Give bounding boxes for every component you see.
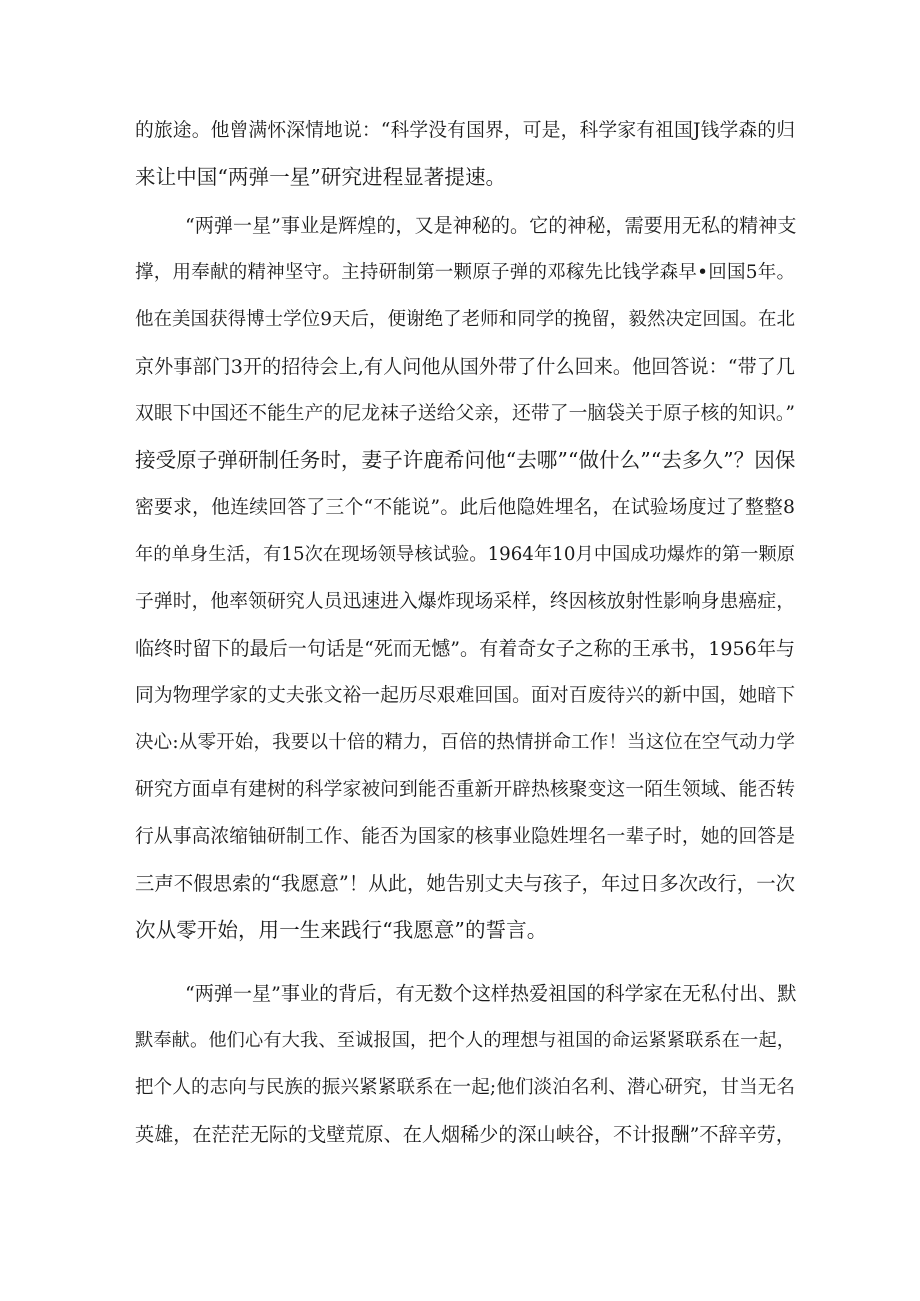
paragraph-line: 子弹时，他率领研究人员迅速进入爆炸现场采样，终因核放射性影响身患癌症， [135, 591, 795, 612]
paragraph-line: 研究方面卓有建树的科学家被问到能否重新开辟热核聚变这一陌生领域、能否转 [135, 779, 795, 800]
paragraph-line: 同为物理学家的丈夫张文裕一起历尽艰难回国。面对百废待兴的新中国，她暗下 [135, 685, 795, 706]
paragraph-line: 把个人的志向与民族的振兴紧紧联系在一起;他们淡泊名利、潜心研究，甘当无名 [135, 1077, 795, 1098]
paragraph-line: 次从零开始，用一生来践行“我愿意”的誓言。 [135, 918, 548, 942]
paragraph-line: 行从事高浓缩铀研制工作、能否为国家的核事业隐姓埋名一辈子时，她的回答是 [135, 826, 795, 847]
paragraph-line: “两弹一星”事业的背后，有无数个这样热爱祖国的科学家在无私付出、默 [185, 982, 797, 1005]
paragraph-2 [135, 202, 795, 954]
paragraph-line: 京外事部门3开的招待会上,有人问他从国外带了什么回来。他回答说：“带了几 [135, 355, 795, 378]
paragraph-3 [135, 970, 795, 1158]
paragraph-line: 英雄，在茫茫无际的戈壁荒原、在人烟稀少的深山峡谷，不计报酬”不辞辛劳， [135, 1123, 795, 1146]
paragraph-line: 接受原子弹研制任务时，妻子许鹿希问他“去哪”“做什么”“去多久”？因保 [135, 448, 796, 472]
paragraph-line: 双眼下中国还不能生产的尼龙袜子送给父亲，还带了一脑袋关于原子核的知识。” [135, 403, 795, 424]
paragraph-line: 决心:从零开始，我要以十倍的精力，百倍的热情拼命工作！当这位在空气动力学 [135, 732, 795, 753]
paragraph-line: 的旅途。他曾满怀深情地说：“科学没有国界，可是，科学家有祖国J钱学森的归 [135, 120, 795, 141]
paragraph-1 [135, 107, 795, 201]
paragraph-line: 临终时留下的最后一句话是“死而无憾”。有着奇女子之称的王承书，1956年与 [135, 637, 796, 660]
paragraph-line: 撑，用奉献的精神坚守。主持研制第一颗原子弹的邓稼先比钱学森早•回国5年。 [135, 262, 795, 283]
paragraph-line: 他在美国获得博士学位9天后，便谢绝了老师和同学的挽留，毅然决定回国。在北 [135, 309, 795, 330]
paragraph-line: “两弹一星”事业是辉煌的，又是神秘的。它的神秘，需要用无私的精神支 [185, 214, 797, 237]
paragraph-line: 三声不假思索的“我愿意”！从此，她告别丈夫与孩子，年过日多次改行，一次 [135, 872, 795, 895]
paragraph-line: 来让中国“两弹一星”研究进程显著提速。 [135, 165, 507, 189]
paragraph-line: 默奉献。他们心有大我、至诚报国，把个人的理想与祖国的命运紧紧联系在一起， [135, 1030, 795, 1051]
paragraph-line: 年的单身生活，有15次在现场领导核试验。1964年10月中国成功爆炸的第一颗原 [135, 544, 795, 565]
paragraph-line: 密要求，他连续回答了三个“不能说”。此后他隐姓埋名，在试验场度过了整整8 [135, 497, 795, 518]
